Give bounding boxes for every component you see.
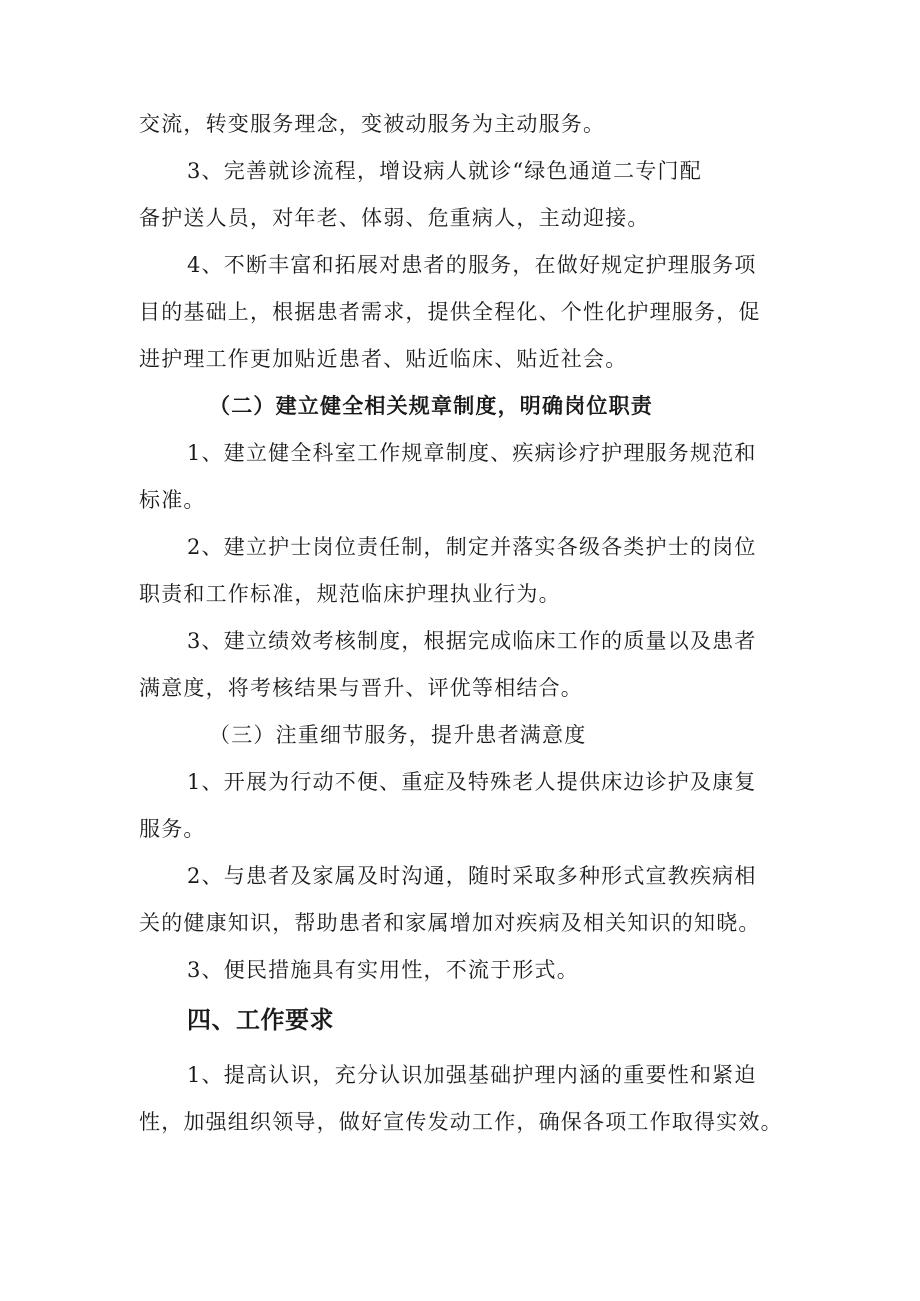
- paragraph-line: 3、完善就诊流程，增设病人就诊“绿色通道二专门配: [187, 159, 702, 183]
- paragraph-line: 2、建立护士岗位责任制，制定并落实各级各类护士的岗位: [187, 535, 757, 559]
- paragraph-line: 2、与患者及家属及时沟通，随时采取多种形式宣教疾病相: [187, 864, 757, 888]
- paragraph-line: 1、建立健全科室工作规章制度、疾病诊疗护理服务规范和: [187, 441, 757, 465]
- paragraph-line: 3、建立绩效考核制度，根据完成临床工作的质量以及患者: [187, 629, 757, 653]
- section-heading-4: 四、工作要求: [187, 1005, 334, 1034]
- section-heading-2: （二）建立健全相关规章制度，明确岗位职责: [209, 393, 653, 418]
- section-heading-3: （三）注重细节服务，提升患者满意度: [209, 723, 587, 747]
- paragraph-line: 关的健康知识，帮助患者和家属增加对疾病及相关知识的知晓。: [139, 911, 761, 935]
- paragraph-line: 服务。: [139, 817, 206, 841]
- paragraph-line: 4、不断丰富和拓展对患者的服务，在做好规定护理服务项: [187, 253, 757, 277]
- paragraph-line: 1、开展为行动不便、重症及特殊老人提供床边诊护及康复: [187, 770, 757, 794]
- paragraph-line: 标准。: [139, 488, 206, 512]
- paragraph-line: 目的基础上，根据患者需求，提供全程化、个性化护理服务，促: [139, 300, 761, 324]
- paragraph-line: 交流，转变服务理念，变被动服务为主动服务。: [139, 112, 606, 136]
- paragraph-line: 备护送人员，对年老、体弱、危重病人，主动迎接。: [139, 206, 650, 230]
- paragraph-line: 职责和工作标准，规范临床护理执业行为。: [139, 582, 561, 606]
- paragraph-line: 3、便民措施具有实用性，不流于形式。: [187, 958, 579, 982]
- paragraph-line: 性，加强组织领导，做好宣传发动工作，确保各项工作取得实效。: [139, 1110, 783, 1134]
- paragraph-line: 1、提高认识，充分认识加强基础护理内涵的重要性和紧迫: [187, 1063, 757, 1087]
- paragraph-line: 满意度，将考核结果与晋升、评优等相结合。: [139, 676, 583, 700]
- paragraph-line: 进护理工作更加贴近患者、贴近临床、贴近社会。: [139, 347, 628, 371]
